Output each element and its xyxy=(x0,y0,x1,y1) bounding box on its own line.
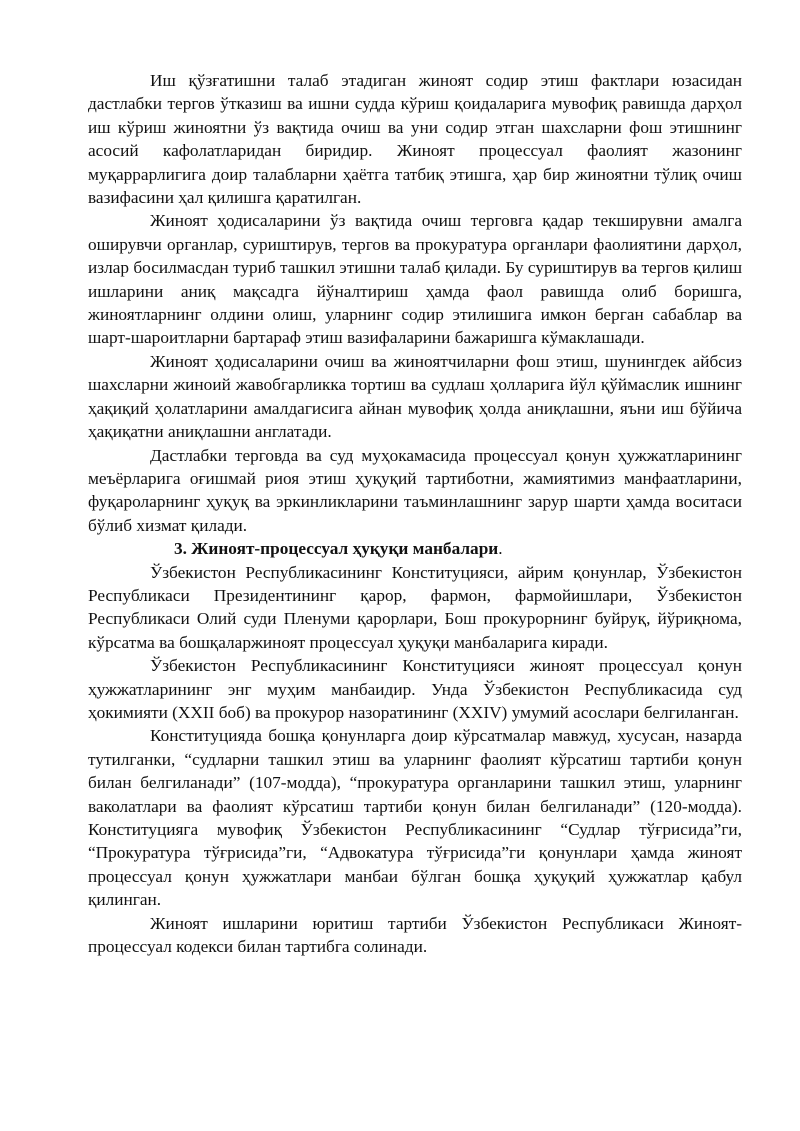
section-heading xyxy=(88,537,742,560)
paragraph: Жиноят ишларини юритиш тартиби Ўзбекистон Республикаси Жиноят-процессуал кодекси билан тартибга солинади. xyxy=(88,913,742,957)
section-heading-text: 3. Жиноят-процессуал ҳуқуқи манбалари xyxy=(174,539,499,559)
section-heading-period: . xyxy=(498,539,503,559)
paragraph: Дастлабки терговда ва суд муҳокамасида процессуал қонун ҳужжатларининг меъёрларига оғишмай риоя этиш ҳуқуқий тартиботни, жамиятимиз манфаатларини, фуқароларнинг ҳуқуқ ва эркинликларини таъминлашнинг зарур шарти ҳамда воситаси бўлиб хизмат қилади. xyxy=(88,445,742,535)
paragraph: Жиноят ҳодисаларини ўз вақтида очиш терговга қадар текширувни амалга оширувчи органлар, суриштирув, тергов ва прокуратура органлари фаолиятини дарҳол, излар босилмасдан туриб ташкил этишни талаб қилади. Бу суриштирув ва тергов қилиш ишларини аниқ мақсадга йўналтириш ҳамда фаол равишда олиб боришга, жиноятларнинг олдини олиш, уларнинг содир этилишига имкон берган сабаблар ва шарт-шароитларни бартараф этиш вазифаларини бажаришга кўмаклашади. xyxy=(88,211,742,348)
paragraph: Иш қўзғатишни талаб этадиган жиноят содир этиш фактлари юзасидан дастлабки тергов ўтказиш ва ишни судда кўриш қоидаларига мувофиқ равишда дарҳол иш кўриш жиноятни ўз вақтида очиш ва уни содир этган шахсларни фош этишнинг асосий кафолатларидан биридир. Жиноят процессуал фаолият жазонинг муқаррарлигига доир талабларни ҳаётга татбиқ этишга, ҳар бир жиноятни тўлиқ очиш вазифасини ҳал қилишга қаратилган. xyxy=(88,71,742,208)
paragraph: Ўзбекистон Республикасининг Конституцияси, айрим қонунлар, Ўзбекистон Республикаси Президентининг қарор, фармон, фармойишлари, Ўзбекистон Республикаси Олий суди Пленуми қарорлари, Бош прокурорнинг буйруқ, йўриқнома, кўрсатма ва бошқаларжиноят процессуал ҳуқуқи манбаларига киради. xyxy=(88,562,742,652)
paragraph: Ўзбекистон Республикасининг Конституцияси жиноят процессуал қонун ҳужжатларининг энг муҳим манбаидир. Унда Ўзбекистон Республикасида суд ҳокимияти (XXII боб) ва прокурор назоратининг (XXIV) умумий асослари белгиланган. xyxy=(88,656,742,722)
paragraph: Конституцияда бошқа қонунларга доир кўрсатмалар мавжуд, хусусан, назарда тутилганки, “судларни ташкил этиш ва уларнинг фаолият кўрсатиш тартиби қонун билан белгиланади” (107-модда), “прокуратура органларини ташкил этиш, уларнинг ваколатлари ва фаолият кўрсатиш тартиби қонун билан белгиланади” (120-модда). Конституцияга мувофиқ Ўзбекистон Республикасининг “Судлар тўғрисида”ги, “Прокуратура тўғрисида”ги, “Адвокатура тўғрисида”ги қонунлари ҳамда жиноят процессуал қонун ҳужжатлари манбаи бўлган бошқа ҳуқуқий ҳужжатлар қабул қилинган. xyxy=(88,726,742,910)
paragraph: Жиноят ҳодисаларини очиш ва жиноятчиларни фош этиш, шунингдек айбсиз шахсларни жиноий жавобгарликка тортиш ва судлаш ҳолларига йўл қўймаслик ишнинг ҳақиқий ҳолатларини амалдагисига айнан мувофиқ ҳолда аниқлашни, яъни иш бўйича ҳақиқатни аниқлашни англатади. xyxy=(88,351,742,442)
document-page xyxy=(88,69,742,958)
